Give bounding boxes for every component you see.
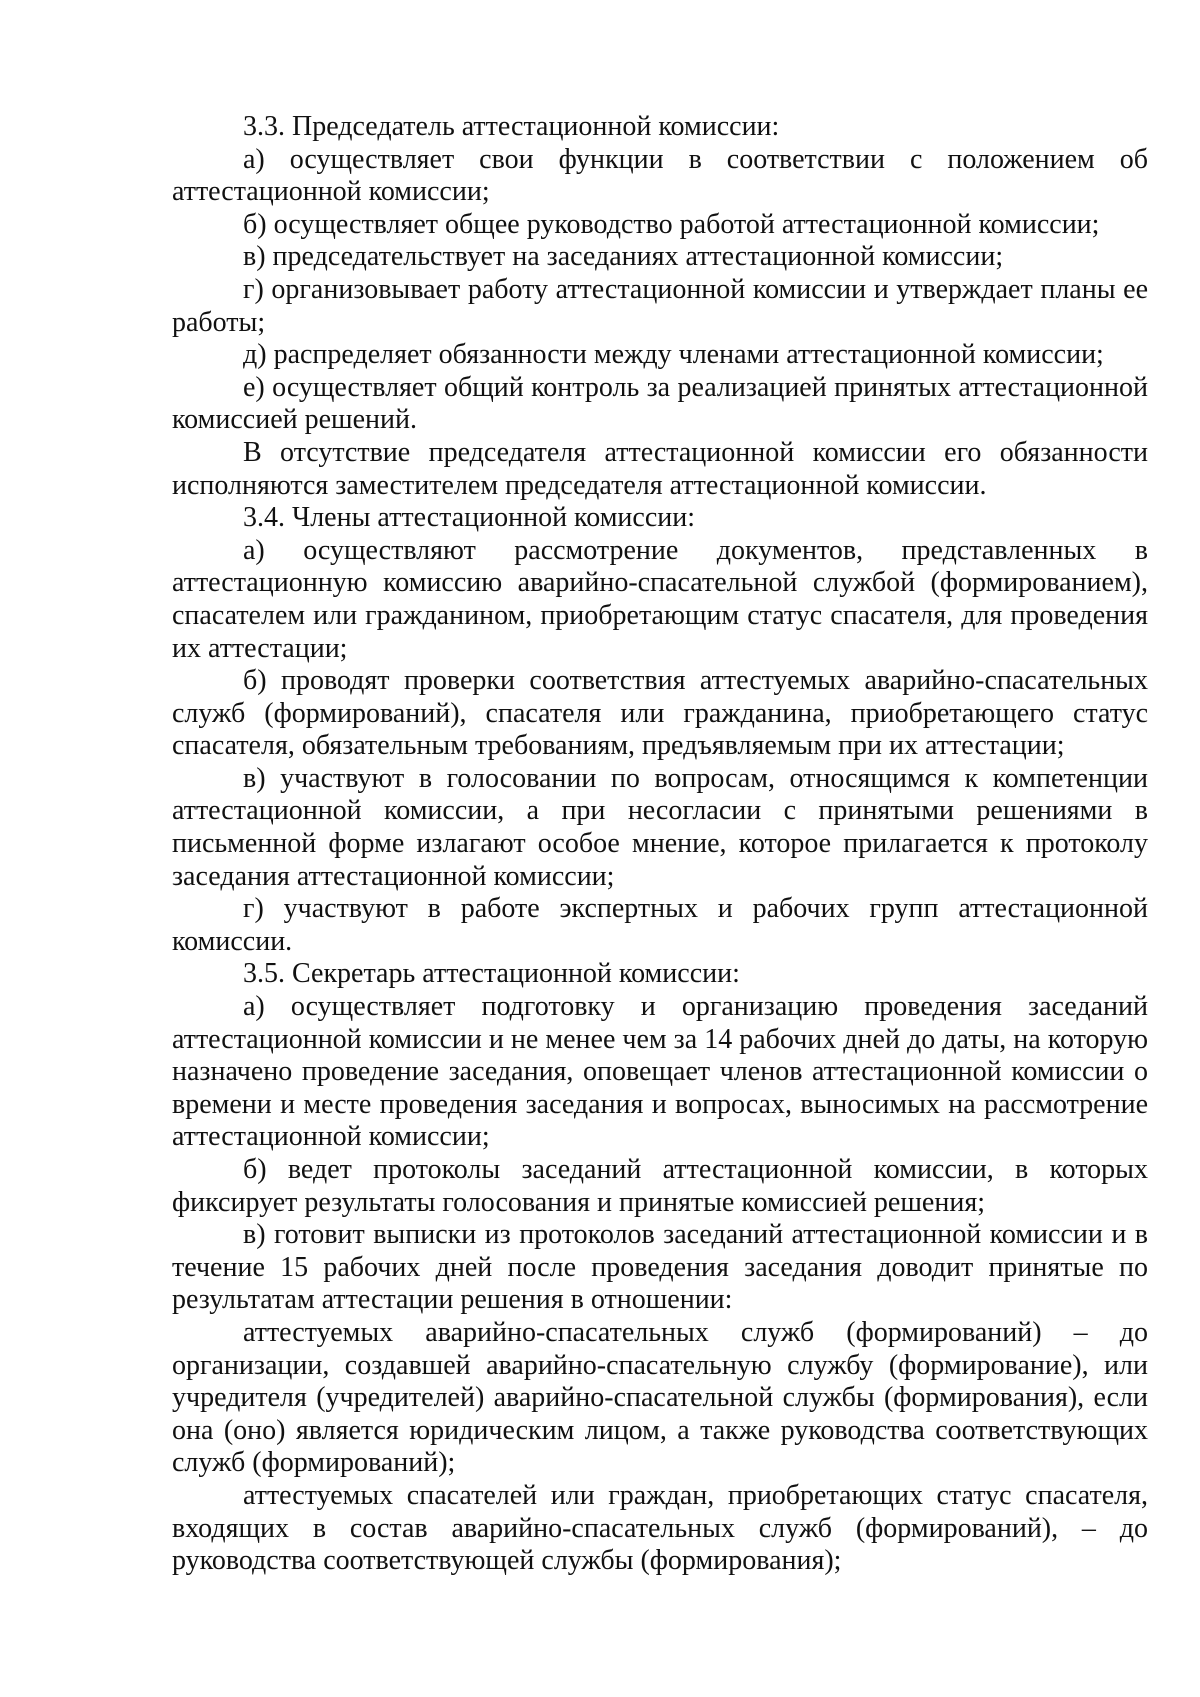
paragraph-3-3-e: е) осуществляет общий контроль за реализацией принятых аттестационной комиссией решений. [172,371,1148,436]
section-3-4-heading: 3.4. Члены аттестационной комиссии: [243,502,696,534]
paragraph-3-5-b: б) ведет протоколы заседаний аттестационной комиссии, в которых фиксирует результаты голосования и принятые комиссией решения; [172,1154,1148,1218]
section-3-5-heading: 3.5. Секретарь аттестационной комиссии: [243,958,740,990]
paragraph-3-3-v: в) председательствует на заседаниях аттестационной комиссии; [243,241,1004,273]
paragraph-3-4-a: а) осуществляют рассмотрение документов, представленных в аттестационную комиссию аварийно-спасательной службой (формированием), спасателем или гражданином, приобретающим статус спасателя, для проведения их аттестации; [172,534,1148,664]
section-3-3-heading: 3.3. Председатель аттестационной комиссии: [243,111,780,142]
paragraph-3-3-a: а) осуществляет свои функции в соответствии с положением об аттестационной комиссии; [172,143,1148,208]
paragraph-3-5-v-services: аттестуемых аварийно-спасательных служб (формирований) – до организации, создавшей аварийно-спасательную службу (формирование), или учредителя (учредителей) аварийно-спасательной службы (формирования), если она (оно) является юридическим лицом, а также руководства соответствующих служб (формирований); [172,1316,1148,1479]
paragraph-3-5-a: а) осуществляет подготовку и организацию проведения заседаний аттестационной комиссии и не менее чем за 14 рабочих дней до даты, на которую назначено проведение заседания, оповещает членов аттестационной комиссии о времени и месте проведения заседания и вопросах, выносимых на рассмотрение аттестационной комиссии; [172,991,1148,1153]
paragraph-3-3-absence: В отсутствие председателя аттестационной комиссии его обязанности исполняются заместителем председателя аттестационной комиссии. [172,436,1148,501]
paragraph-3-5-v: в) готовит выписки из протоколов заседаний аттестационной комиссии и в течение 15 рабочих дней после проведения заседания доводит принятые по результатам аттестации решения в отношении: [172,1219,1148,1316]
paragraph-3-3-b: б) осуществляет общее руководство работой аттестационной комиссии; [243,208,1100,240]
paragraph-3-4-g: г) участвуют в работе экспертных и рабочих групп аттестационной комиссии. [172,893,1148,957]
paragraph-3-4-v: в) участвуют в голосовании по вопросам, относящимся к компетенции аттестационной комиссии, а при несогласии с принятыми решениями в письменной форме излагают особое мнение, которое прилагается к протоколу заседания аттестационной комиссии; [172,762,1148,892]
paragraph-3-5-v-rescuers: аттестуемых спасателей или граждан, приобретающих статус спасателя, входящих в состав аварийно-спасательных служб (формирований), – до руководства соответствующей службы (формирования); [172,1479,1148,1577]
paragraph-3-3-d: д) распределяет обязанности между членами аттестационной комиссии; [243,339,1104,371]
paragraph-3-4-b: б) проводят проверки соответствия аттестуемых аварийно-спасательных служб (формирований), спасателя или гражданина, приобретающего статус спасателя, обязательным требованиям, предъявляемым при их аттестации; [172,665,1148,762]
document-body [172,111,1148,1578]
paragraph-3-3-g: г) организовывает работу аттестационной комиссии и утверждает планы ее работы; [172,273,1148,338]
